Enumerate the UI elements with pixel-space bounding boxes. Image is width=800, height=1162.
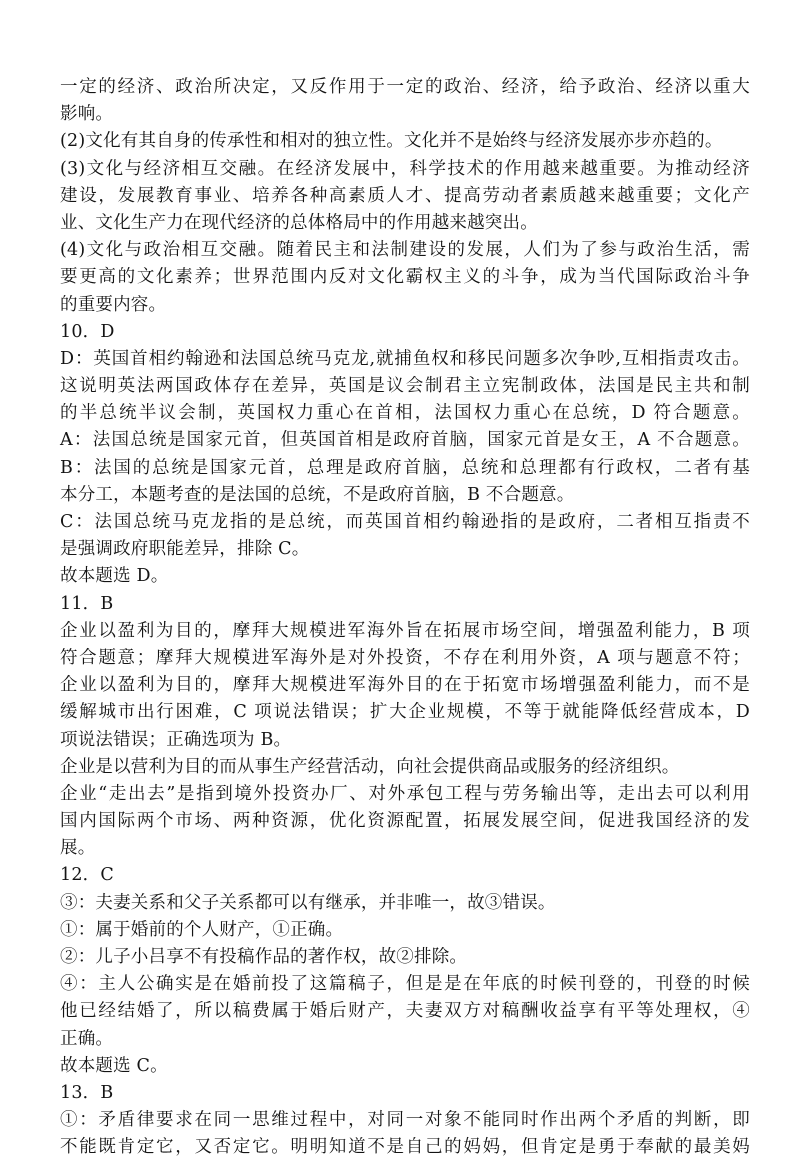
text-line [60,1080,750,1107]
text-line [60,509,750,536]
text-line-content: 不能既肯定它，又否定它。明明知道不是自己的妈妈，但肯定是勇于奉献的最美妈 [60,1137,750,1158]
text-line-content: 他已经结婚了，所以稿费属于婚后财产，夫妻双方对稿酬收益享有平等处理权，④ [60,1001,750,1022]
text-line [60,319,750,346]
text-line [60,944,750,971]
text-line-content: D：英国首相约翰逊和法国总统马克龙,就捕鱼权和移民问题多次争吵,互相指责攻击。 [60,348,750,369]
text-line [60,1107,750,1134]
text-line [60,292,750,319]
text-line [60,264,750,291]
text-line [60,1134,750,1161]
text-line [60,183,750,210]
text-line [60,645,750,672]
text-line-content: 正确。 [60,1028,114,1049]
text-line [60,591,750,618]
text-line-content: 故本题选 D。 [60,566,169,587]
text-line-content: ②：儿子小吕享不有投稿作品的著作权，故②排除。 [60,947,468,967]
text-line [60,917,750,944]
text-line [60,754,750,781]
text-line-content: ①：属于婚前的个人财产，①正确。 [60,919,344,940]
text-line [60,536,750,563]
text-line-content: 12．C [60,865,114,886]
text-line-content: 影响。 [60,104,114,125]
text-line-content: 是强调政府职能差异，排除 C。 [60,539,310,560]
text-line-content: C：法国总统马克龙指的是总统，而英国首相约翰逊指的是政府，二者相互指责不 [60,512,750,532]
text-line-content: 企业以盈利为目的，摩拜大规模进军海外旨在拓展市场空间，增强盈利能力，B 项 [60,620,750,641]
text-line-content: 项说法错误；正确选项为 B。 [60,729,292,750]
text-line [60,727,750,754]
text-line-content: 企业以盈利为目的，摩拜大规模进军海外目的在于拓宽市场增强盈利能力，而不是 [60,675,750,696]
text-line [60,156,750,183]
text-line-content: 这说明英法两国政体存在差异，英国是议会制君主立宪制政体，法国是民主共和制 [60,376,750,397]
text-line [60,482,750,509]
text-line [60,781,750,808]
text-line-content: 本分工，本题考查的是法国的总统，不是政府首脑，B 不合题意。 [60,484,575,505]
text-line [60,998,750,1025]
text-line-content: ③：夫妻关系和父子关系都可以有继承，并非唯一，故③错误。 [60,892,556,913]
text-line [60,101,750,128]
text-line-content: 11．B [60,593,114,614]
text-line-content: 缓解城市出行困难，C 项说法错误；扩大企业规模，不等于就能降低经营成本，D [60,702,750,723]
text-line-content: 的重要内容。 [60,294,167,315]
text-line [60,1053,750,1080]
text-line [60,400,750,427]
text-line-content: 建设，发展教育事业、培养各种高素质人才、提高劳动者素质越来越重要；文化产 [60,185,750,206]
text-line-content: 故本题选 C。 [60,1055,168,1076]
text-line-content: 10．D [60,321,115,342]
text-line [60,427,750,454]
text-line [60,346,750,373]
text-line [60,210,750,237]
text-line [60,618,750,645]
text-line [60,128,750,155]
text-line-content: (2)文化有其自身的传承性和相对的独立性。文化并不是始终与经济发展亦步亦趋的。 [60,131,723,152]
text-line [60,373,750,400]
text-line-content: 业、文化生产力在现代经济的总体格局中的作用越来越突出。 [60,212,538,233]
text-line [60,1026,750,1053]
text-line [60,672,750,699]
text-line-content: 的半总统半议会制，英国权力重心在首相，法国权力重心在总统，D 符合题意。 [60,403,750,424]
text-line-content: B：法国的总统是国家元首，总理是政府首脑，总统和总理都有行政权，二者有基 [60,457,750,478]
text-line-content: 企业是以营利为目的而从事生产经营活动，向社会提供商品或服务的经济组织。 [60,756,680,777]
text-line [60,862,750,889]
text-line [60,563,750,590]
text-line [60,808,750,835]
text-line [60,699,750,726]
text-line [60,890,750,917]
text-line-content: (3)文化与经济相互交融。在经济发展中，科学技术的作用越来越重要。为推动经济 [60,158,750,179]
document-page [60,74,750,1162]
text-line-content: (4)文化与政治相互交融。随着民主和法制建设的发展，人们为了参与政治生活，需 [60,240,750,261]
text-line-content: 企业“走出去”是指到境外投资办厂、对外承包工程与劳务输出等，走出去可以利用 [60,783,750,804]
text-line-content: 13．B [60,1082,114,1103]
text-line-content: ①：矛盾律要求在同一思维过程中，对同一对象不能同时作出两个矛盾的判断，即 [60,1110,750,1131]
text-line [60,74,750,101]
text-line [60,835,750,862]
text-line-content: 要更高的文化素养；世界范围内反对文化霸权主义的斗争，成为当代国际政治斗争 [60,267,750,288]
text-line-content: 国内国际两个市场、两种资源，优化资源配置，拓展发展空间，促进我国经济的发 [60,811,750,832]
text-line-content: 一定的经济、政治所决定，又反作用于一定的政治、经济，给予政治、经济以重大 [60,77,750,97]
text-line [60,455,750,482]
text-line-content: 展。 [60,838,96,859]
text-line [60,971,750,998]
text-line-content: ④：主人公确实是在婚前投了这篇稿子，但是是在年底的时候刊登的，刊登的时候 [60,974,750,995]
text-line-content: A：法国总统是国家元首，但英国首相是政府首脑，国家元首是女王，A 不合题意。 [60,430,750,451]
text-line [60,237,750,264]
text-line-content: 符合题意；摩拜大规模进军海外是对外投资，不存在利用外资，A 项与题意不符； [60,647,750,668]
